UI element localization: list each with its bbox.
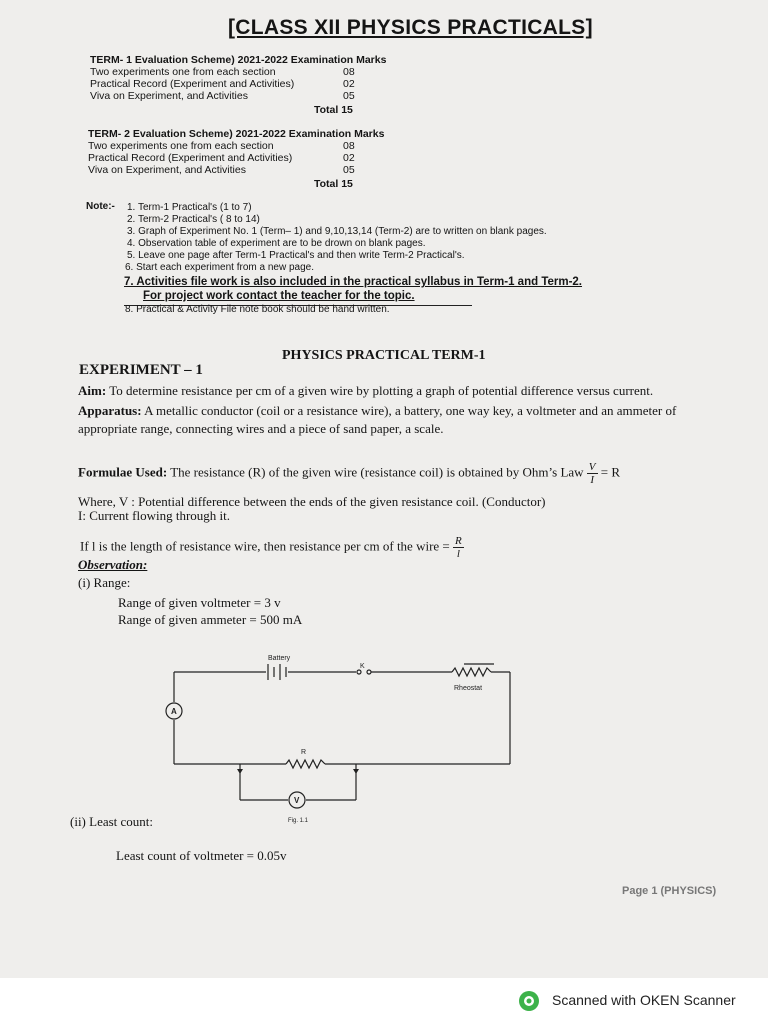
- formulae-line: [78, 461, 620, 486]
- term2-row: Two experiments one from each section: [88, 140, 274, 152]
- ohm-rhs: = R: [600, 464, 621, 480]
- ammeter-symbol: A: [171, 707, 177, 716]
- term1-total: Total 15: [314, 104, 353, 116]
- ohm-fraction: [587, 461, 598, 486]
- term2-marks: 05: [343, 164, 355, 176]
- least-count-label: (ii) Least count:: [70, 814, 154, 829]
- aim-line: [78, 383, 653, 399]
- page-footer: Page 1 (PHYSICS): [622, 885, 717, 897]
- aim-label: Aim:: [78, 383, 107, 398]
- note-item: 8. Practical & Activity File note book should be hand written.: [125, 304, 390, 315]
- term1-row: Viva on Experiment, and Activities: [90, 90, 248, 102]
- note-item: 5. Leave one page after Term-1 Practical's and then write Term-2 Practical's.: [127, 250, 465, 261]
- rheostat-coil: [452, 668, 491, 676]
- arrow-head: [237, 769, 243, 774]
- resistor-coil: [286, 760, 325, 768]
- term2-total: Total 15: [314, 178, 353, 190]
- page-title: [CLASS XII PHYSICS PRACTICALS]: [228, 16, 593, 39]
- term1-row: Two experiments one from each section: [90, 66, 276, 78]
- apparatus-text-cont: appropriate range, connecting wires and a piece of sand paper, a scale.: [78, 421, 444, 436]
- apparatus-label: Apparatus:: [78, 403, 142, 418]
- note-item: 1. Term-1 Practical's (1 to 7): [127, 202, 252, 213]
- per-cm-fraction: [453, 535, 464, 560]
- scanner-watermark: Scanned with OKEN Scanner: [552, 992, 736, 1008]
- per-cm-numerator: R: [455, 535, 462, 547]
- term2-scheme: [88, 128, 384, 176]
- rheostat-label: Rheostat: [454, 685, 483, 692]
- apparatus-text: A metallic conductor (coil or a resistance wire), a battery, one way key, a voltmeter and an ammeter of: [144, 403, 677, 418]
- key-terminal: [367, 670, 371, 674]
- note-item: 6. Start each experiment from a new page.: [125, 262, 314, 273]
- note-item: 2. Term-2 Practical's ( 8 to 14): [127, 214, 260, 225]
- voltmeter-symbol: V: [294, 796, 300, 805]
- term1-scheme: [90, 54, 386, 102]
- battery-label: Battery: [268, 655, 291, 662]
- term2-row: Practical Record (Experiment and Activities): [88, 152, 293, 164]
- least-count-value: Least count of voltmeter = 0.05v: [116, 848, 287, 863]
- note-item-emphasis: For project work contact the teacher for the topic.: [143, 290, 415, 302]
- term2-marks: 02: [343, 152, 355, 164]
- resistor-label: R: [301, 749, 307, 756]
- term1-row: Practical Record (Experiment and Activities): [90, 78, 295, 90]
- voltmeter-range: Range of given voltmeter = 3 v: [118, 595, 281, 610]
- term2-row: Viva on Experiment, and Activities: [88, 164, 246, 176]
- circuit-diagram: [160, 650, 520, 830]
- ohm-denominator: I: [590, 474, 594, 486]
- experiment-heading: EXPERIMENT – 1: [79, 362, 203, 378]
- formulae-text: The resistance (R) of the given wire (resistance coil) is obtained by Ohm’s Law: [170, 464, 584, 480]
- term1-marks: 08: [343, 66, 355, 78]
- note-item-emphasis: 7. Activities file work is also included in the practical syllabus in Term-1 and Term-2.: [124, 276, 583, 288]
- section-heading: PHYSICS PRACTICAL TERM-1: [282, 348, 486, 363]
- key-label: K: [360, 663, 365, 670]
- observation-label: Observation:: [78, 557, 148, 572]
- ohm-numerator: V: [588, 461, 596, 473]
- arrow-head: [353, 769, 359, 774]
- per-cm-denominator: l: [456, 548, 460, 560]
- note-label: Note:-: [86, 201, 115, 212]
- length-text: If l is the length of resistance wire, then resistance per cm of the wire =: [80, 538, 450, 554]
- apparatus-line: [78, 403, 676, 419]
- note-item: 3. Graph of Experiment No. 1 (Term– 1) and 9,10,13,14 (Term-2) are to written on blank pages.: [127, 226, 547, 237]
- term2-marks: 08: [343, 140, 355, 152]
- current-text: I: Current flowing through it.: [78, 508, 231, 523]
- aim-text: To determine resistance per cm of a given wire by plotting a graph of potential difference versus current.: [109, 383, 654, 398]
- term1-marks: 02: [343, 78, 355, 90]
- ammeter-range: Range of given ammeter = 500 mA: [118, 612, 303, 627]
- term1-marks: 05: [343, 90, 355, 102]
- range-label: (i) Range:: [78, 575, 131, 590]
- term1-heading: TERM- 1 Evaluation Scheme) 2021-2022 Examination Marks: [90, 54, 387, 66]
- figure-caption: Fig. 1.1: [288, 818, 309, 824]
- formulae-label: Formulae Used:: [78, 464, 168, 480]
- key-terminal: [357, 670, 361, 674]
- where-text: Where, V : Potential difference between the ends of the given resistance coil. (Conductor): [78, 494, 546, 509]
- note-item: 4. Observation table of experiment are to be drown on blank pages.: [127, 238, 426, 249]
- scanner-logo-icon: [518, 990, 540, 1012]
- term2-heading: TERM- 2 Evaluation Scheme) 2021-2022 Examination Marks: [88, 128, 385, 140]
